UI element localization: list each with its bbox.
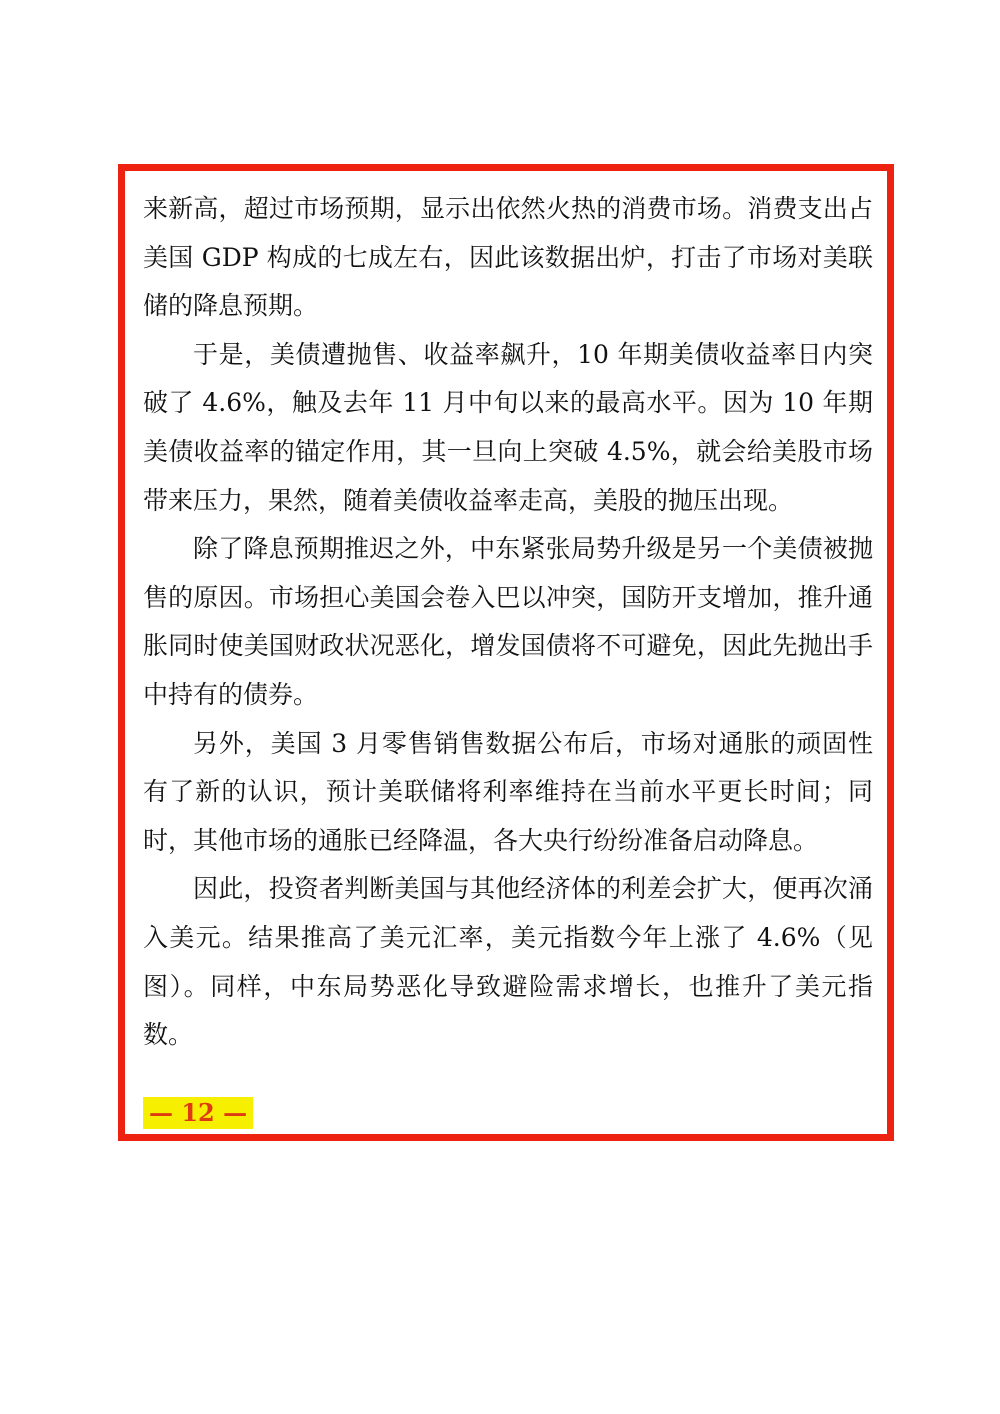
paragraph-2: 于是，美债遭抛售、收益率飙升，10 年期美债收益率日内突破了 4.6%，触及去年 11 月中旬以来的最高水平。因为 10 年期美债收益率的锚定作用，其一旦向上突破 4.5%，就会给美股市场带来压力，果然，随着美债收益率走高，美股的抛压出现。 [143, 339, 873, 515]
article-body [143, 185, 873, 1060]
paragraph-4: 另外，美国 3 月零售销售数据公布后，市场对通胀的顽固性有了新的认识，预计美联储将利率维持在当前水平更长时间；同时，其他市场的通胀已经降温，各大央行纷纷准备启动降息。 [143, 728, 873, 855]
page-frame [118, 164, 894, 1141]
paragraph-1: 来新高，超过市场预期，显示出依然火热的消费市场。消费支出占美国 GDP 构成的七成左右，因此该数据出炉，打击了市场对美联储的降息预期。 [143, 194, 873, 321]
paragraph-3: 除了降息预期推迟之外，中东紧张局势升级是另一个美债被抛售的原因。市场担心美国会卷入巴以冲突，国防开支增加，推升通胀同时使美国财政状况恶化，增发国债将不可避免，因此先抛出手中持有的债券。 [143, 534, 873, 709]
paragraph-5: 因此，投资者判断美国与其他经济体的利差会扩大，便再次涌入美元。结果推高了美元汇率，美元指数今年上涨了 4.6%（见图）。同样，中东局势恶化导致避险需求增长，也推升了美元指数。 [143, 874, 873, 1050]
page-number: — 12 — [143, 1097, 253, 1129]
